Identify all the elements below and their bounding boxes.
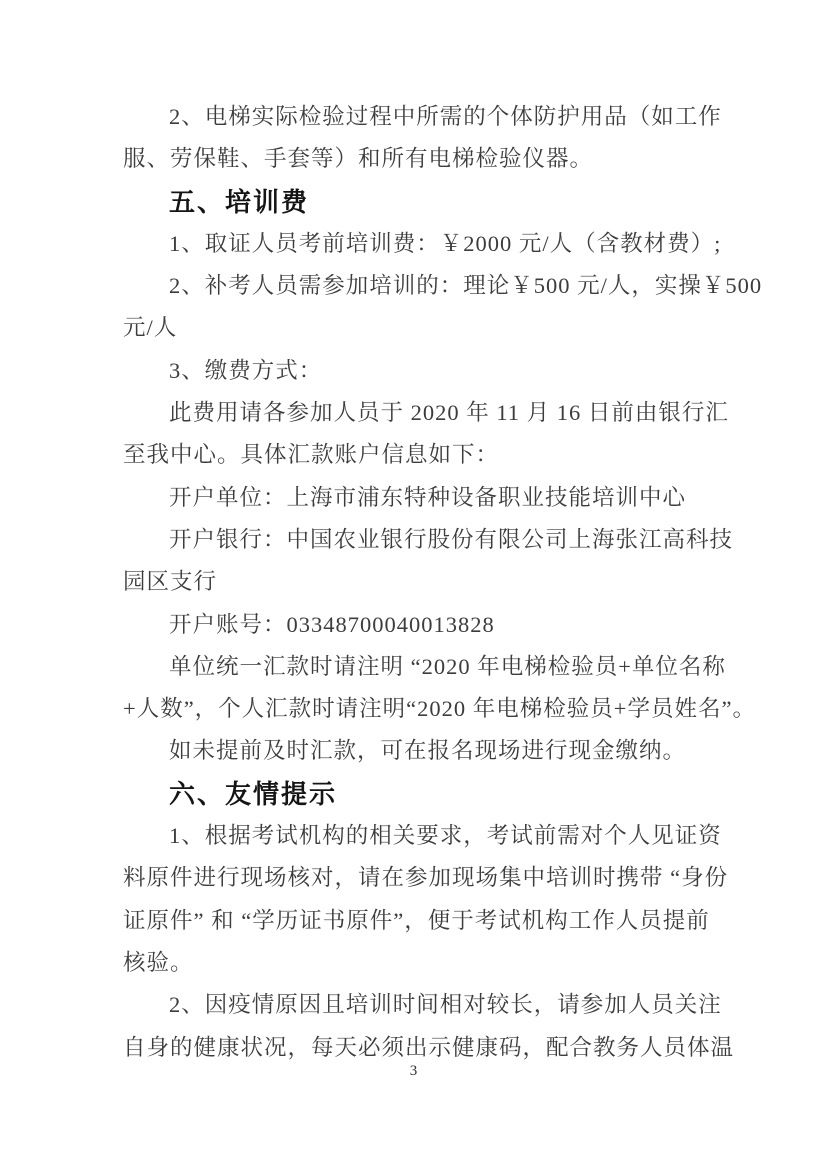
paragraph-line: 2、补考人员需参加培训的：理论￥500 元/人，实操￥500: [169, 273, 763, 299]
paragraph-line: 自身的健康状况，每天必须出示健康码，配合教务人员体温: [123, 1034, 735, 1060]
paragraph-line: 单位统一汇款时请注明 “2020 年电梯检验员+单位名称: [169, 653, 726, 679]
page-number: 3: [409, 1063, 418, 1079]
paragraph-line: 证原件” 和 “学历证书原件”，便于考试机构工作人员提前: [123, 907, 710, 933]
paragraph-line: 3、缴费方式：: [169, 357, 323, 383]
paragraph-line: 2、电梯实际检验过程中所需的个体防护用品（如工作: [169, 104, 722, 129]
paragraph-line: 服、劳保鞋、手套等）和所有电梯检验仪器。: [123, 146, 594, 172]
paragraph-line: 此费用请各参加人员于 2020 年 11 月 16 日前由银行汇: [169, 400, 729, 426]
section-heading-friendly-reminder: 六、友情提示: [169, 778, 338, 809]
account-name-line: 开户单位：上海市浦东特种设备职业技能培训中心: [169, 484, 687, 510]
account-number-line: 开户账号：03348700040013828: [169, 611, 495, 637]
paragraph-line: 1、取证人员考前培训费：￥2000 元/人（含教材费）;: [169, 230, 722, 256]
paragraph-line: 核验。: [123, 949, 194, 975]
paragraph-line: 1、根据考试机构的相关要求，考试前需对个人见证资: [169, 823, 722, 849]
document-body: [123, 96, 763, 1069]
paragraph-line: +人数”，个人汇款时请注明“2020 年电梯检验员+学员姓名”。: [123, 696, 756, 722]
section-heading-training-fee: 五、培训费: [169, 186, 310, 217]
bank-name-line: 开户银行：中国农业银行股份有限公司上海张江高科技: [169, 526, 734, 552]
paragraph-line: 如未提前及时汇款，可在报名现场进行现金缴纳。: [169, 738, 687, 764]
paragraph-line: 2、因疫情原因且培训时间相对较长，请参加人员关注: [169, 992, 722, 1018]
bank-name-line: 园区支行: [123, 569, 218, 595]
paragraph-line: 至我中心。具体汇款账户信息如下：: [123, 442, 500, 468]
paragraph-line: 元/人: [123, 315, 178, 341]
paragraph-line: 料原件进行现场核对，请在参加现场集中培训时携带 “身份: [123, 865, 729, 891]
